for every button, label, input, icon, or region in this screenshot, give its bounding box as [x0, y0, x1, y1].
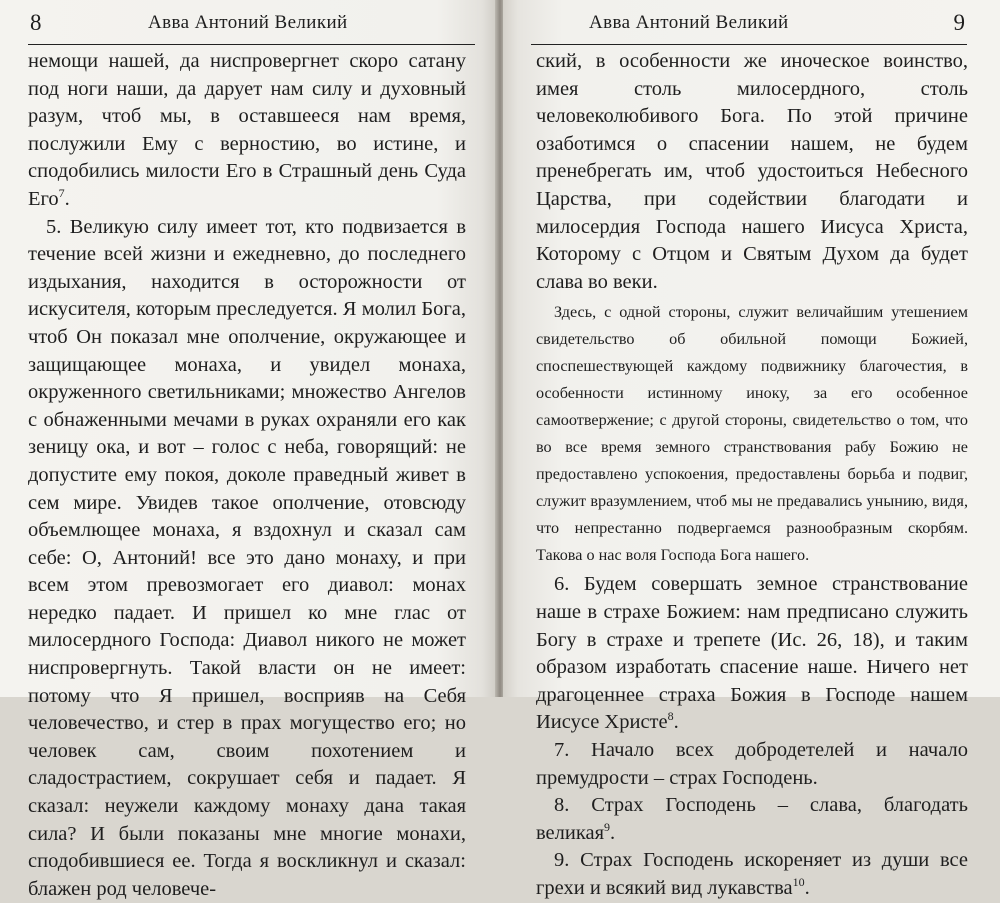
footnote-mark: 7 [58, 186, 65, 201]
page-number: 8 [30, 10, 42, 35]
left-page-body [28, 48, 466, 903]
paragraph: немощи нашей, да ниспровергнет скоро сатану под ноги наши, да дарует нам силу и духовный разум, чтоб мы, в оставшееся нам время, послужили Ему с верностию, во истине, и сподобились милости Его в Страшный день Суда Его$^7$. [28, 50, 466, 210]
paragraph: 7. Начало всех добродетелей и начало премудрости – страх Господень. [536, 738, 968, 789]
running-head: Авва Антоний Великий [589, 12, 789, 33]
footnote-mark: 9 [604, 819, 611, 834]
paragraph: 6. Будем совершать земное странствование наше в страхе Божием: нам предписано служить Богу в страхе и трепете (Ис. 26, 18), и таким образом изработать спасение наше. Ничего нет драгоценнее страха Божия в Господе нашем Иисусе Христе$^8$. [536, 573, 968, 734]
paragraph: 9. Страх Господень искореняет из души все грехи и всякий вид лукавства$^{10}$. [536, 849, 968, 899]
left-page-header [28, 8, 475, 38]
paragraph: ский, в особенности же иноческое воинство, имея столь милосердного, столь человеколюбивого Бога. По этой причине озаботимся о спасении нашем, не будем пренебрегать им, чтоб удостоиться Небесного Царства, при содействии благодати и милосердия Господа нашего Иисуса Христа, Которому с Отцом и Святым Духом да будет слава во веки. [536, 50, 968, 293]
footnote-mark: 8 [667, 709, 674, 724]
right-page-body [536, 48, 968, 903]
header-rule [28, 44, 475, 45]
footnote-mark: 10 [792, 875, 805, 890]
paragraph: 8. Страх Господень – слава, благодать великая$^9$. [536, 794, 968, 844]
left-page [0, 0, 497, 900]
page-number: 9 [953, 10, 965, 35]
right-page-header [531, 8, 967, 38]
commentary-note: Здесь, с одной стороны, служит величайшим утешением свидетельство об обильной помощи Божией, споспешествующей каждому подвижнику благочестия, в особенности истинному иноку, за его особенное самоотвержение; с другой стороны, свидетельство о том, что во все время земного странствования рабу Божию не предоставлено успокоения, предоставлены борьба и подвиг, служит вразумлением, чтоб мы не предавались унынию, видя, что непрестанно подвергаемся разнообразным скорбям. Такова о нас воля Господа Бога нашего. [536, 303, 968, 564]
header-rule [531, 44, 967, 45]
running-head: Авва Антоний Великий [148, 12, 348, 33]
paragraph: 5. Великую силу имеет тот, кто подвизается в течение всей жизни и ежедневно, до последнего издыхания, находится в осторожности от искусителя, которым преследуется. Я молил Бога, чтоб Он показал мне ополчение, окружающее и защищающее монаха, и увидел монаха, окруженного светильниками; множество Ангелов с обнаженными мечами в руках охраняли его как зеницу ока, и вот – голос с неба, говорящий: не допустите ему покоя, доколе праведный живет в сем мире. Увидев такое ополчение, отовсюду объемлющее монаха, я вздохнул и сказал сам себе: О, Антоний! все это дано монаху, и при всем этом превозмогает его диавол: монах нередко падает. И пришел ко мне глас от милосердного Господа: Диавол никого не может ниспровергнуть. Такой власти он не имеет: потому что Я пришел, восприяв на Себя человечество, и стер в прах могущество его; но человек сам, своим похотением и сладострастием, сокрушает себя и падает. Я сказал: неужели каждому монаху дана такая сила? И были показаны мне многие монахи, сподобившиеся ее. Тогда я воскликнул и сказал: блажен род человече- [28, 215, 466, 900]
right-page [503, 0, 1000, 899]
